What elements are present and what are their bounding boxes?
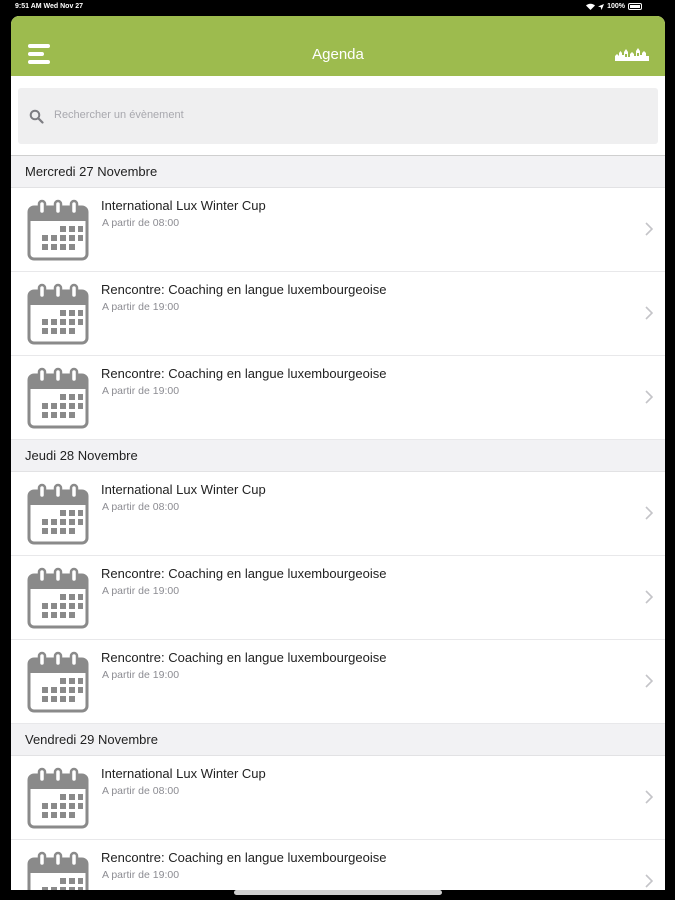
page-title: Agenda (312, 46, 364, 63)
calendar-icon (25, 650, 91, 716)
chevron-right-icon (645, 506, 653, 520)
event-title: International Lux Winter Cup (101, 482, 266, 497)
event-time: A partir de 19:00 (102, 301, 180, 313)
event-row[interactable] (11, 272, 665, 356)
event-time: A partir de 08:00 (102, 785, 180, 797)
event-title: Rencontre: Coaching en langue luxembourgeoise (101, 366, 387, 381)
chevron-right-icon (645, 390, 653, 404)
chevron-right-icon (645, 222, 653, 236)
chevron-right-icon (645, 590, 653, 604)
chevron-right-icon (645, 790, 653, 804)
app-screen (11, 16, 665, 890)
event-title: Rencontre: Coaching en langue luxembourgeoise (101, 850, 387, 865)
search-area (11, 76, 665, 156)
event-title: Rencontre: Coaching en langue luxembourgeoise (101, 650, 387, 665)
calendar-icon (25, 366, 91, 432)
event-time: A partir de 19:00 (102, 585, 180, 597)
location-icon (598, 4, 604, 10)
wifi-icon (586, 3, 595, 10)
event-row[interactable] (11, 556, 665, 640)
event-title: International Lux Winter Cup (101, 766, 266, 781)
status-bar (0, 0, 675, 16)
chevron-right-icon (645, 674, 653, 688)
search-input[interactable] (18, 88, 658, 144)
event-time: A partir de 08:00 (102, 501, 180, 513)
event-row[interactable] (11, 756, 665, 840)
calendar-icon (25, 766, 91, 832)
event-row[interactable] (11, 840, 665, 890)
event-title: Rencontre: Coaching en langue luxembourgeoise (101, 282, 387, 297)
calendar-icon (25, 282, 91, 348)
event-row[interactable] (11, 472, 665, 556)
home-indicator[interactable] (234, 890, 442, 895)
calendar-icon (25, 198, 91, 264)
event-title: Rencontre: Coaching en langue luxembourgeoise (101, 566, 387, 581)
battery-percent: 100% (607, 3, 625, 10)
agenda-list[interactable] (11, 156, 665, 890)
calendar-icon (25, 482, 91, 548)
city-skyline-icon[interactable] (615, 48, 649, 61)
event-row[interactable] (11, 356, 665, 440)
battery-icon (628, 3, 642, 10)
calendar-icon (25, 566, 91, 632)
section-header: Vendredi 29 Novembre (11, 724, 665, 756)
event-time: A partir de 19:00 (102, 385, 180, 397)
event-row[interactable] (11, 188, 665, 272)
status-right (586, 3, 642, 10)
event-title: International Lux Winter Cup (101, 198, 266, 213)
section-header: Mercredi 27 Novembre (11, 156, 665, 188)
calendar-icon (25, 850, 91, 890)
event-time: A partir de 19:00 (102, 669, 180, 681)
chevron-right-icon (645, 306, 653, 320)
search-placeholder: Rechercher un évènement (54, 109, 184, 121)
status-time-date: 9:51 AM Wed Nov 27 (15, 3, 84, 10)
chevron-right-icon (645, 874, 653, 888)
navbar (11, 16, 665, 76)
event-time: A partir de 19:00 (102, 869, 180, 881)
search-icon (29, 109, 44, 124)
event-row[interactable] (11, 640, 665, 724)
event-time: A partir de 08:00 (102, 217, 180, 229)
section-header: Jeudi 28 Novembre (11, 440, 665, 472)
